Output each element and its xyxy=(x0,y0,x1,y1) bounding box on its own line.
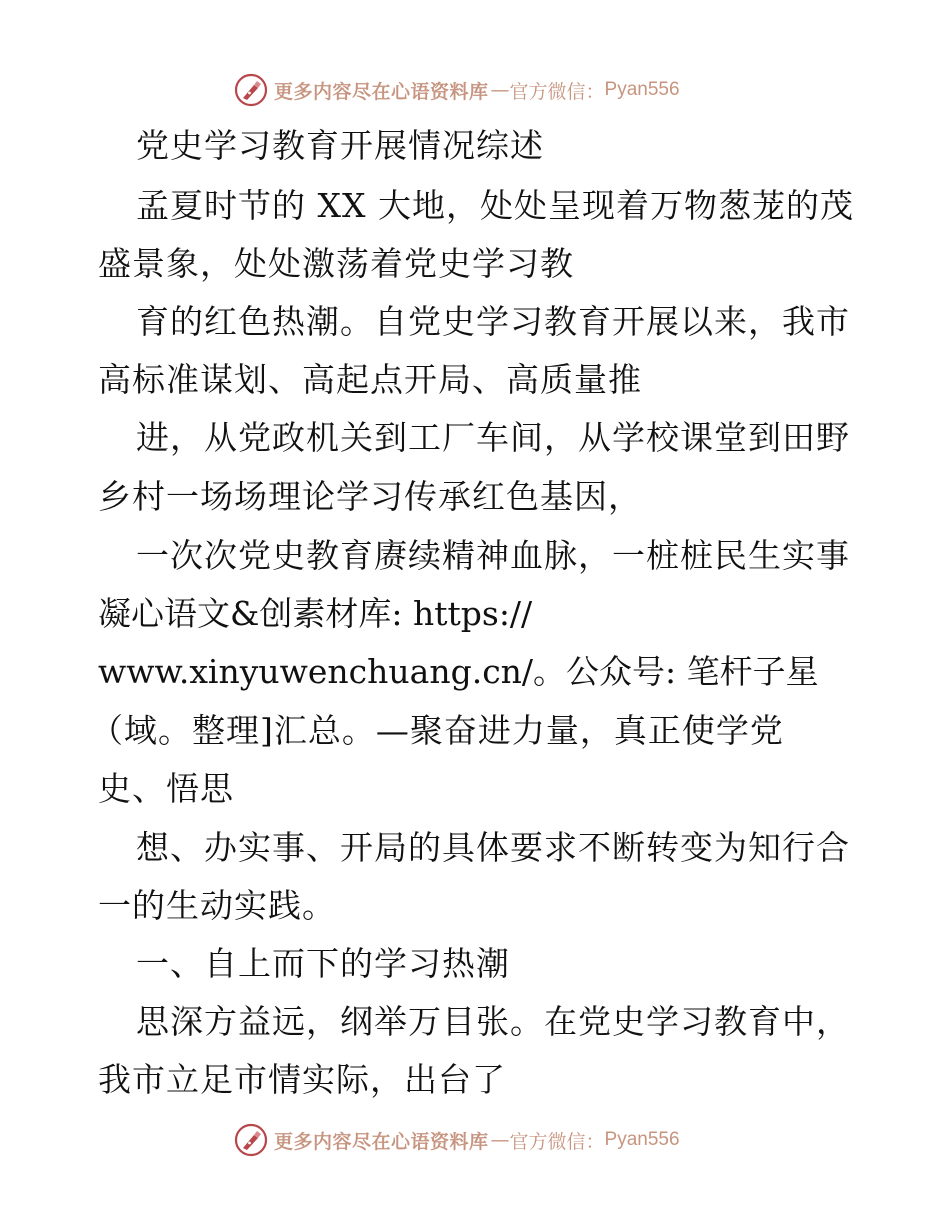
paragraph-line: 进，从党政机关到工厂车间，从学校课堂到田野 xyxy=(136,418,850,457)
banner-text: 更多内容尽在心语资料库 xyxy=(274,80,489,103)
paragraph-line: 孟夏时节的 XX 大地，处处呈现着万物葱茏的茂 xyxy=(136,186,854,225)
banner-label: 官方微信： xyxy=(509,1130,605,1153)
pen-nib-logo-icon xyxy=(234,1123,268,1157)
paragraph-line: 我市立足市情实际，出台了 xyxy=(98,1060,506,1099)
footer-banner xyxy=(234,1120,680,1160)
watermark-line: www.xinyuwenchuang.cn/。公众号: 笔杆子星 xyxy=(98,652,819,691)
paragraph-line: 想、办实事、开局的具体要求不断转变为知行合 xyxy=(136,828,850,867)
watermark-line: 凝心语文&创素材库: https:// xyxy=(98,594,533,633)
paragraph-line: 史、悟思 xyxy=(98,769,234,808)
banner-text: 更多内容尽在心语资料库 xyxy=(274,1130,489,1153)
paragraph-line: 一的生动实践。 xyxy=(98,886,336,925)
section-heading: 一、自上而下的学习热潮 xyxy=(136,944,510,983)
banner-wechat-id: Pyan556 xyxy=(604,1129,680,1150)
banner-wechat-id: Pyan556 xyxy=(604,79,680,100)
paragraph-line: 思深方益远，纲举万目张。在党史学习教育中， xyxy=(136,1002,850,1041)
paragraph-line: 高标准谋划、高起点开局、高质量推 xyxy=(98,360,642,399)
document-title: 党史学习教育开展情况综述 xyxy=(136,126,544,165)
paragraph-line: （域。整理]汇总。—聚奋进力量，真正使学党 xyxy=(90,711,784,750)
paragraph-line: 乡村一场场理论学习传承红色基因， xyxy=(98,477,642,516)
paragraph-line: 一次次党史教育赓续精神血脉，一桩桩民生实事 xyxy=(136,536,850,575)
banner-separator: — xyxy=(490,1129,510,1151)
paragraph-line: 盛景象，处处激荡着党史学习教 xyxy=(98,244,574,283)
paragraph-line: 育的红色热潮。自党史学习教育开展以来，我市 xyxy=(136,302,850,341)
banner-label: 官方微信： xyxy=(509,80,605,103)
banner-separator: — xyxy=(490,79,510,101)
